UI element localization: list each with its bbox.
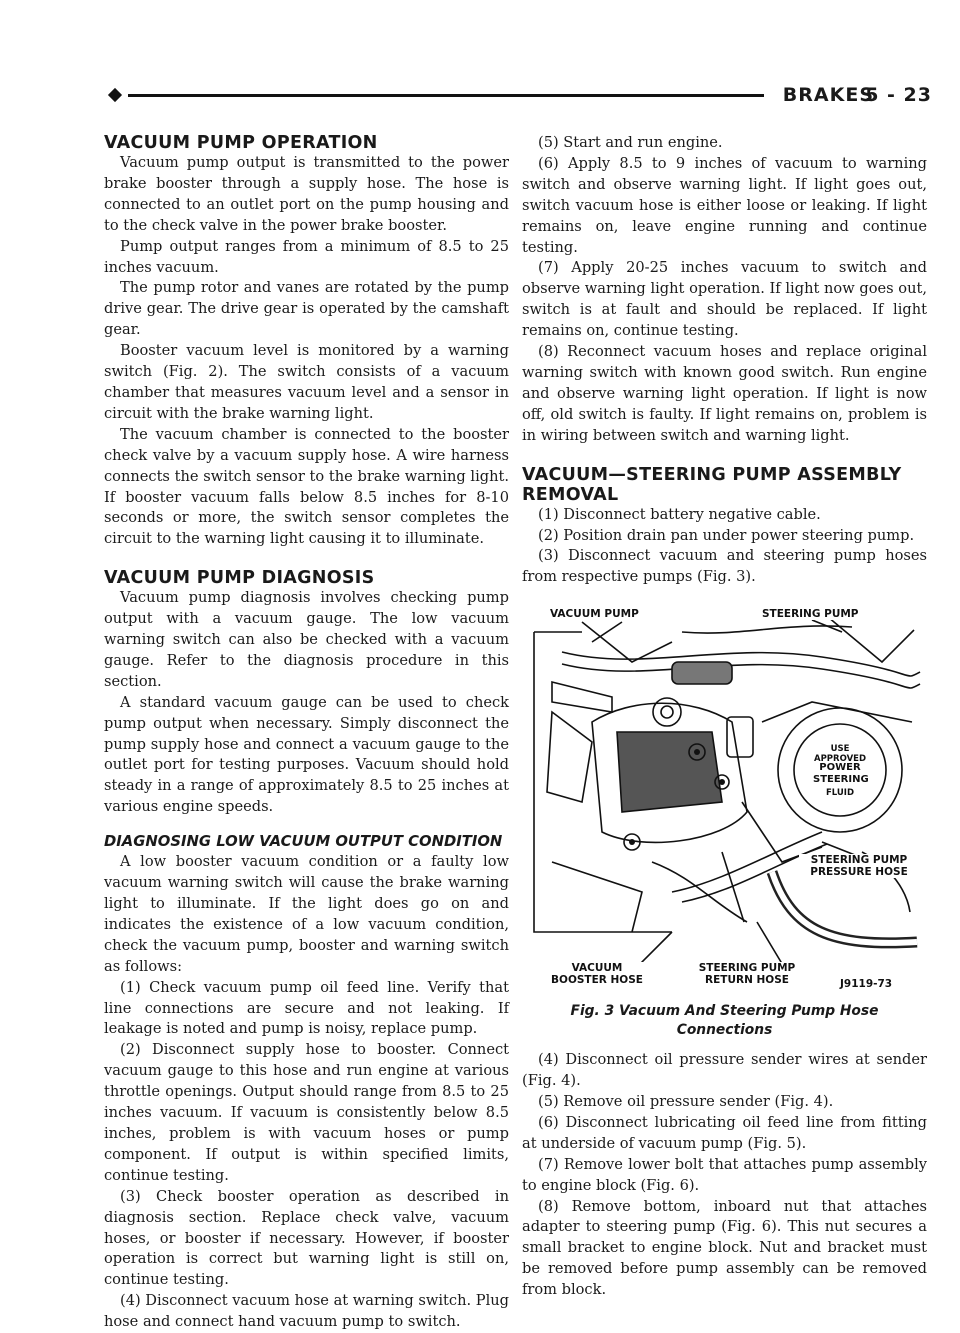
paragraph: Vacuum pump diagnosis involves checking pump output with a vacuum gauge. The low vacuum warning switch can also be checked with a vacuum gauge. Refer to the diagnosis procedure in this section. [104,589,509,690]
heading-vacuum-pump-diagnosis: VACUUM PUMP DIAGNOSIS [104,568,375,589]
left-column [104,133,509,1333]
reservoir-cap-text-bottom: FLUID [825,788,855,799]
label-return-hose: STEERING PUMP RETURN HOSE [692,962,802,986]
diamond-icon [108,88,122,102]
paragraph: Pump output ranges from a minimum of 8.5 to 25 inches vacuum. [104,237,509,276]
step-item: (6) Apply 8.5 to 9 inches of vacuum to warning switch and observe warning light. If light goes out, switch vacuum hose is either loose or leaking. If light remains on, leave engine running and continue testing. [522,154,927,256]
page-header [100,84,932,108]
heading-low-vacuum-condition: DIAGNOSING LOW VACUUM OUTPUT CONDITION [104,833,503,851]
step-item: (3) Disconnect vacuum and steering pump hoses from respective pumps (Fig. 3). [522,547,927,586]
pump-hose-drawing [522,602,927,1000]
step-item: (1) Check vacuum pump oil feed line. Verify that line connections are secure and not leaking. If leakage is noted and pump is noisy, replace pump. [104,978,509,1038]
step-item: (5) Remove oil pressure sender (Fig. 4). [538,1093,834,1111]
step-item: (7) Apply 20-25 inches vacuum to switch and observe warning light operation. If light now goes out, switch is at fault and should be replaced. If light remains on, continue testing. [522,259,927,340]
reservoir-cap-text: POWER STEERING [813,762,869,786]
paragraph: A low booster vacuum condition or a faulty low vacuum warning switch will cause the brake warning light to illuminate. If the light does go on and indicates the existence of a low vacuum condition, check the vacuum pump, booster and warning switch as follows: [104,853,509,975]
step-item: (4) Disconnect oil pressure sender wires at sender (Fig. 4). [522,1051,927,1090]
label-booster-hose: VACUUM BOOSTER HOSE [542,962,652,986]
header-rule [128,94,764,97]
step-item: (4) Disconnect vacuum hose at warning switch. Plug hose and connect hand vacuum pump to switch. [104,1292,509,1331]
paragraph: A standard vacuum gauge can be used to check pump output when necessary. Simply disconnect the pump supply hose and connect a vacuum gauge to the outlet port for testing purposes. Vacuum should hold steady in a range of approximately 8.5 to 25 inches at various engine speeds. [104,693,509,816]
figure-code: J9119-73 [840,978,893,991]
label-vacuum-pump: VACUUM PUMP [550,608,639,621]
figure-3-caption: Fig. 3 Vacuum And Steering Pump Hose Connections [570,1003,879,1039]
step-item: (2) Disconnect supply hose to booster. Connect vacuum gauge to this hose and run engine at various throttle openings. Output should range from 8.5 to 25 inches vacuum. If vacuum is consistently below 8.5 inches, problem is with vacuum hoses or pump component. If output is within specified limits, continue testing. [104,1041,509,1184]
step-item: (8) Remove bottom, inboard nut that attaches adapter to steering pump (Fig. 6). This nut secures a small bracket to engine block. Nut and bracket must be removed before pump assembly can be removed from block. [522,1197,927,1299]
step-item: (8) Reconnect vacuum hoses and replace original warning switch with known good switch. Run engine and observe warning light operation. If light is now off, old switch is faulty. If light remains on, problem is in wiring between switch and warning light. [522,343,927,444]
right-column [522,133,927,1301]
figure-3-illustration [522,602,927,1000]
paragraph: The pump rotor and vanes are rotated by the pump drive gear. The drive gear is operated by the camshaft gear. [104,279,509,339]
paragraph: Booster vacuum level is monitored by a warning switch (Fig. 2). The switch consists of a vacuum chamber that measures vacuum level and a sensor in circuit with the brake warning light. [104,342,509,422]
heading-vacuum-pump-operation: VACUUM PUMP OPERATION [104,133,378,153]
step-item: (6) Disconnect lubricating oil feed line from fitting at underside of vacuum pump (Fig. 5). [522,1113,927,1152]
heading-pump-assembly-removal: VACUUM—STEERING PUMP ASSEMBLY REMOVAL [522,464,902,505]
label-steering-pump: STEERING PUMP [762,608,859,621]
step-item: (3) Check booster operation as described in diagnosis section. Replace check valve, vacuum hoses, or booster if necessary. However, if booster operation is correct but warning light is still on, continue testing. [104,1187,509,1289]
step-item: (7) Remove lower bolt that attaches pump assembly to engine block (Fig. 6). [522,1155,927,1194]
step-item: (2) Position drain pan under power steering pump. [538,526,915,544]
section-title: BRAKES [782,84,874,106]
step-item: (1) Disconnect battery negative cable. [538,505,821,523]
label-pressure-hose: STEERING PUMP PRESSURE HOSE [799,854,919,878]
paragraph: Vacuum pump output is transmitted to the power brake booster through a supply hose. The hose is connected to an outlet port on the pump housing and to the check valve in the power brake booster. [104,154,509,234]
page-number: 5 - 23 [865,84,932,106]
reservoir-cap-text-top: USE APPROVED [813,744,867,765]
paragraph: The vacuum chamber is connected to the booster check valve by a vacuum supply hose. A wire harness connects the switch sensor to the brake warning light. If booster vacuum falls below 8.5 inches for 8-10 seconds or more, the switch sensor completes the circuit to the warning light causing it to illuminate. [104,425,509,548]
step-item: (5) Start and run engine. [538,134,723,151]
